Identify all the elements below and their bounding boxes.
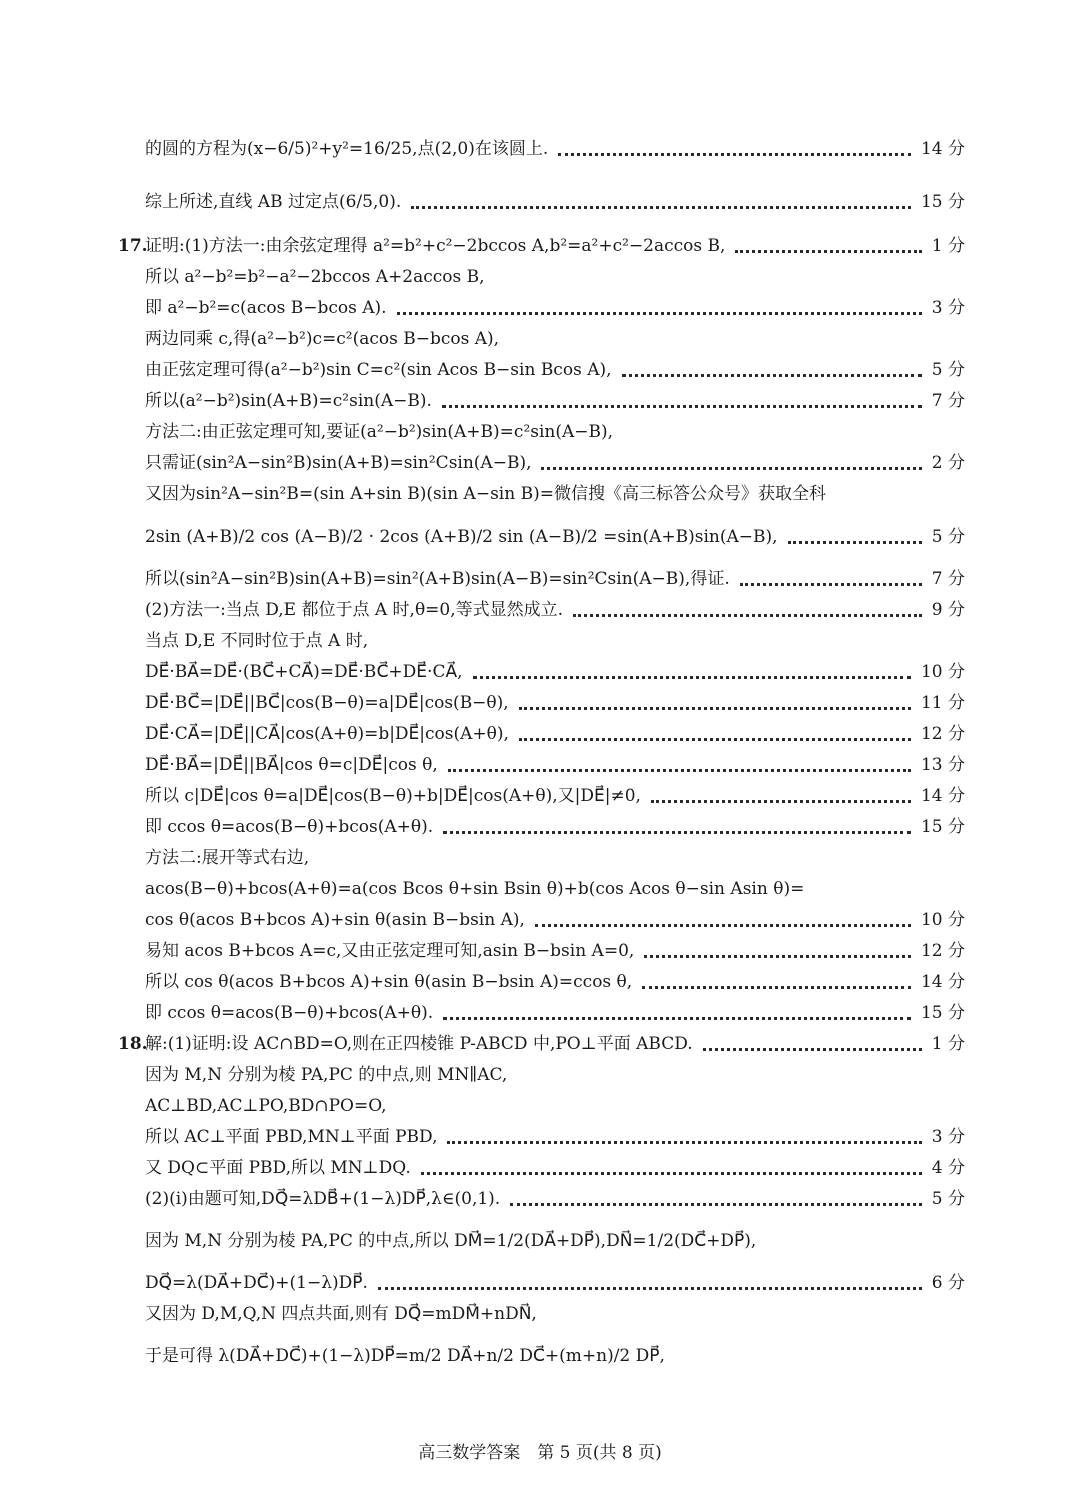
score-points: 1 分 bbox=[931, 1034, 965, 1054]
answer-line bbox=[145, 358, 965, 382]
dotted-leader bbox=[447, 1139, 921, 1144]
dotted-leader bbox=[642, 984, 911, 989]
answer-text: 的圆的方程为(x−6/5)²+y²=16/25,点(2,0)在该圆上. bbox=[145, 139, 549, 159]
answer-line bbox=[145, 1271, 965, 1295]
answer-line bbox=[145, 691, 965, 715]
dotted-leader bbox=[558, 151, 911, 156]
answer-line bbox=[145, 525, 965, 549]
dotted-leader bbox=[735, 248, 921, 253]
dotted-leader bbox=[443, 829, 911, 834]
answer-line bbox=[145, 567, 965, 591]
score-points: 12 分 bbox=[920, 724, 965, 744]
dotted-leader bbox=[448, 767, 911, 772]
answer-line bbox=[145, 629, 965, 653]
page-footer: 高三数学答案 第 5 页(共 8 页) bbox=[418, 1443, 662, 1463]
answer-text: 解:(1)证明:设 AC∩BD=O,则在正四棱锥 P-ABCD 中,PO⊥平面 ABCD. bbox=[145, 1034, 693, 1054]
answer-text: 即 ccos θ=acos(B−θ)+bcos(A+θ). bbox=[145, 817, 434, 837]
score-points: 4 分 bbox=[931, 1158, 965, 1178]
answer-line bbox=[145, 1344, 965, 1368]
score-points: 13 分 bbox=[920, 755, 965, 775]
answer-line bbox=[145, 451, 965, 475]
dotted-leader bbox=[519, 705, 911, 710]
score-points: 3 分 bbox=[931, 298, 965, 318]
answer-line bbox=[145, 846, 965, 870]
score-points: 12 分 bbox=[920, 941, 965, 961]
answer-text: 即 a²−b²=c(acos B−bcos A). bbox=[145, 298, 387, 318]
dotted-leader bbox=[740, 581, 922, 586]
dotted-leader bbox=[397, 310, 922, 315]
answer-text: (2)方法一:当点 D,E 都位于点 A 时,θ=0,等式显然成立. bbox=[145, 600, 564, 620]
answer-text: 由正弦定理可得(a²−b²)sin C=c²(sin Acos B−sin Bcos A), bbox=[145, 360, 612, 380]
dotted-leader bbox=[443, 1015, 911, 1020]
answer-text: 于是可得 λ(DA⃗+DC⃗)+(1−λ)DP⃗=m/2 DA⃗+n/2 DC⃗+(m+n)/2 DP⃗, bbox=[145, 1346, 665, 1366]
answer-text: 又因为sin²A−sin²B=(sin A+sin B)(sin A−sin B)=微信搜《高三标答公众号》获取全科 bbox=[145, 484, 826, 504]
answer-line bbox=[145, 1156, 965, 1180]
answer-text: 综上所述,直线 AB 过定点(6/5,0). bbox=[145, 192, 402, 212]
answer-line bbox=[145, 784, 965, 808]
answer-line bbox=[145, 753, 965, 777]
question-number: 18. bbox=[118, 1034, 148, 1054]
answer-line bbox=[145, 420, 965, 444]
score-points: 14 分 bbox=[920, 786, 965, 806]
answer-line bbox=[145, 1187, 965, 1211]
answer-line bbox=[145, 389, 965, 413]
score-points: 3 分 bbox=[931, 1127, 965, 1147]
answer-text: 只需证(sin²A−sin²B)sin(A+B)=sin²Csin(A−B), bbox=[145, 453, 532, 473]
score-points: 9 分 bbox=[931, 600, 965, 620]
score-points: 1 分 bbox=[931, 236, 965, 256]
score-points: 2 分 bbox=[931, 453, 965, 473]
answer-line bbox=[118, 234, 965, 258]
score-points: 10 分 bbox=[920, 910, 965, 930]
dotted-leader bbox=[622, 372, 922, 377]
answer-line bbox=[145, 327, 965, 351]
answer-text: 所以 AC⊥平面 PBD,MN⊥平面 PBD, bbox=[145, 1127, 438, 1147]
score-points: 14 分 bbox=[920, 972, 965, 992]
answer-line bbox=[145, 877, 965, 901]
dotted-leader bbox=[411, 204, 911, 209]
answer-text: 两边同乘 c,得(a²−b²)c=c²(acos B−bcos A), bbox=[145, 329, 500, 349]
dotted-leader bbox=[651, 798, 911, 803]
answer-text: 方法二:由正弦定理可知,要证(a²−b²)sin(A+B)=c²sin(A−B), bbox=[145, 422, 614, 442]
answer-text: 又因为 D,M,Q,N 四点共面,则有 DQ⃗=mDM⃗+nDN⃗, bbox=[145, 1304, 537, 1324]
answer-text: DE⃗·BC⃗=|DE⃗||BC⃗|cos(B−θ)=a|DE⃗|cos(B−θ), bbox=[145, 693, 509, 713]
score-points: 11 分 bbox=[920, 693, 965, 713]
answer-text: 因为 M,N 分别为棱 PA,PC 的中点,则 MN∥AC, bbox=[145, 1065, 508, 1085]
dotted-leader bbox=[510, 1201, 922, 1206]
answer-line bbox=[145, 1094, 965, 1118]
answer-line bbox=[145, 1302, 965, 1326]
score-points: 15 分 bbox=[920, 192, 965, 212]
answer-text: 方法二:展开等式右边, bbox=[145, 848, 310, 868]
answer-line bbox=[145, 296, 965, 320]
score-points: 6 分 bbox=[931, 1273, 965, 1293]
answer-line bbox=[145, 1229, 965, 1253]
answer-line bbox=[145, 1063, 965, 1087]
dotted-leader bbox=[703, 1046, 922, 1051]
dotted-leader bbox=[473, 674, 911, 679]
answer-line bbox=[145, 815, 965, 839]
answer-text: DE⃗·CA⃗=|DE⃗||CA⃗|cos(A+θ)=b|DE⃗|cos(A+θ), bbox=[145, 724, 509, 744]
answer-line bbox=[145, 190, 965, 214]
answer-line bbox=[145, 908, 965, 932]
answer-text: 易知 acos B+bcos A=c,又由正弦定理可知,asin B−bsin A=0, bbox=[145, 941, 635, 961]
dotted-leader bbox=[573, 612, 922, 617]
score-points: 5 分 bbox=[931, 360, 965, 380]
answer-text: (2)(i)由题可知,DQ⃗=λDB⃗+(1−λ)DP⃗,λ∈(0,1). bbox=[145, 1189, 501, 1209]
dotted-leader bbox=[421, 1170, 922, 1175]
answer-line bbox=[145, 482, 965, 506]
answer-text: DE⃗·BA⃗=DE⃗·(BC⃗+CA⃗)=DE⃗·BC⃗+DE⃗·CA⃗, bbox=[145, 662, 463, 682]
answer-text: 所以(a²−b²)sin(A+B)=c²sin(A−B). bbox=[145, 391, 432, 411]
dotted-leader bbox=[535, 922, 911, 927]
answer-text: 2sin (A+B)/2 cos (A−B)/2 · 2cos (A+B)/2 sin (A−B)/2 =sin(A+B)sin(A−B), bbox=[145, 527, 778, 547]
answer-text: 所以(sin²A−sin²B)sin(A+B)=sin²(A+B)sin(A−B)=sin²Csin(A−B),得证. bbox=[145, 569, 730, 589]
answer-text: 当点 D,E 不同时位于点 A 时, bbox=[145, 631, 369, 651]
score-points: 5 分 bbox=[931, 527, 965, 547]
answer-text: 因为 M,N 分别为棱 PA,PC 的中点,所以 DM⃗=1/2(DA⃗+DP⃗),DN⃗=1/2(DC⃗+DP⃗), bbox=[145, 1231, 757, 1251]
answer-line bbox=[145, 939, 965, 963]
answer-line bbox=[118, 1032, 965, 1056]
dotted-leader bbox=[442, 403, 922, 408]
answer-text: AC⊥BD,AC⊥PO,BD∩PO=O, bbox=[145, 1096, 387, 1116]
answer-line bbox=[145, 970, 965, 994]
answer-line bbox=[145, 265, 965, 289]
answer-line bbox=[145, 660, 965, 684]
score-points: 5 分 bbox=[931, 1189, 965, 1209]
score-points: 15 分 bbox=[920, 817, 965, 837]
dotted-leader bbox=[788, 539, 922, 544]
answer-text: 所以 a²−b²=b²−a²−2bccos A+2accos B, bbox=[145, 267, 485, 287]
answer-text: acos(B−θ)+bcos(A+θ)=a(cos Bcos θ+sin Bsin θ)+b(cos Acos θ−sin Asin θ)= bbox=[145, 879, 805, 899]
score-points: 7 分 bbox=[931, 569, 965, 589]
answer-text: 所以 cos θ(acos B+bcos A)+sin θ(asin B−bsin A)=ccos θ, bbox=[145, 972, 633, 992]
answer-text: 证明:(1)方法一:由余弦定理得 a²=b²+c²−2bccos A,b²=a²+c²−2accos B, bbox=[145, 236, 726, 256]
answer-line bbox=[145, 137, 965, 161]
answer-text: DQ⃗=λ(DA⃗+DC⃗)+(1−λ)DP⃗. bbox=[145, 1273, 368, 1293]
dotted-leader bbox=[644, 953, 911, 958]
score-points: 14 分 bbox=[920, 139, 965, 159]
answer-line bbox=[145, 1125, 965, 1149]
score-points: 10 分 bbox=[920, 662, 965, 682]
answer-line bbox=[145, 598, 965, 622]
dotted-leader bbox=[378, 1285, 922, 1290]
answer-text: cos θ(acos B+bcos A)+sin θ(asin B−bsin A), bbox=[145, 910, 525, 930]
answer-text: DE⃗·BA⃗=|DE⃗||BA⃗|cos θ=c|DE⃗|cos θ, bbox=[145, 755, 438, 775]
answer-text: 又 DQ⊂平面 PBD,所以 MN⊥DQ. bbox=[145, 1158, 411, 1178]
dotted-leader bbox=[541, 465, 921, 470]
question-number: 17. bbox=[118, 236, 148, 256]
answer-line bbox=[145, 1001, 965, 1025]
score-points: 7 分 bbox=[931, 391, 965, 411]
answer-line bbox=[145, 722, 965, 746]
answer-text: 即 ccos θ=acos(B−θ)+bcos(A+θ). bbox=[145, 1003, 434, 1023]
score-points: 15 分 bbox=[920, 1003, 965, 1023]
dotted-leader bbox=[519, 736, 911, 741]
answer-text: 所以 c|DE⃗|cos θ=a|DE⃗|cos(B−θ)+b|DE⃗|cos(A+θ),又|DE⃗|≠0, bbox=[145, 786, 641, 806]
